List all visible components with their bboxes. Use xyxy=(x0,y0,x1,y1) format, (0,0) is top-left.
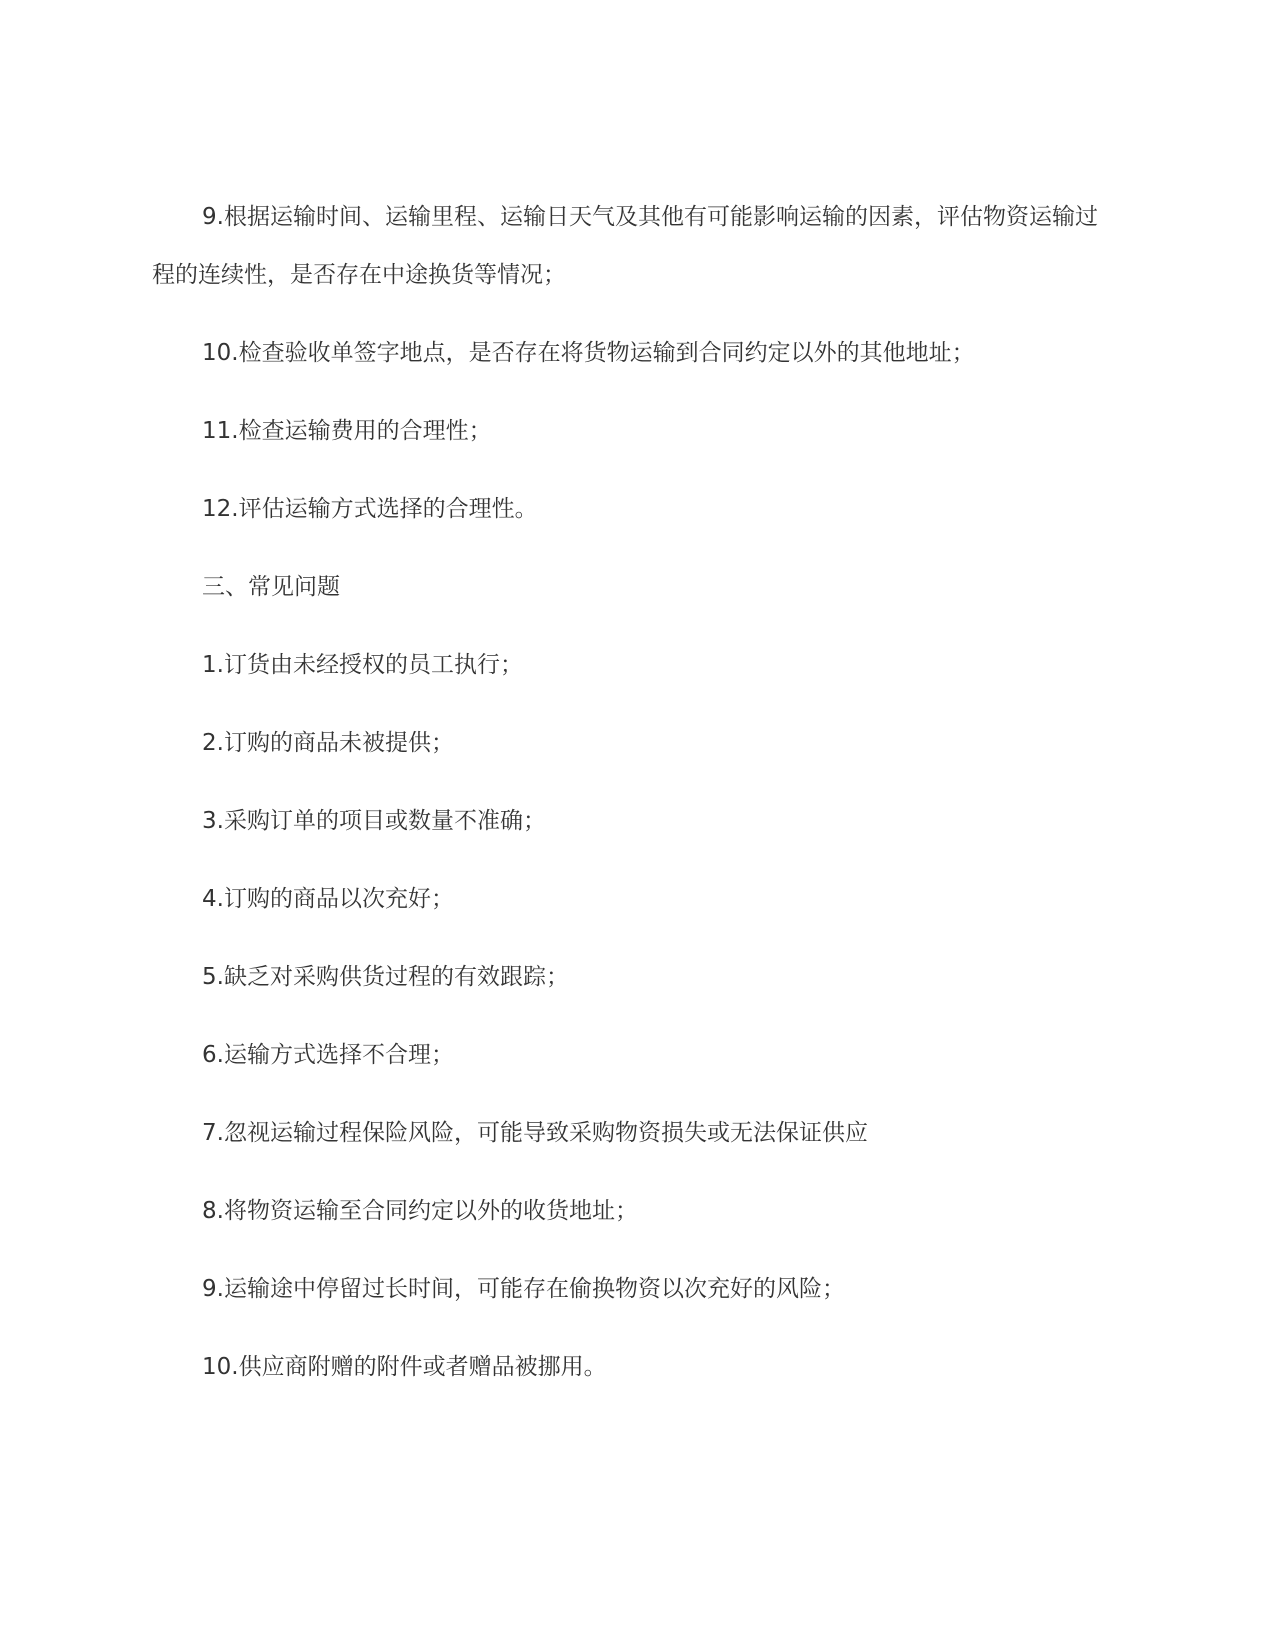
issue-item-1: 1.订货由未经授权的员工执行； xyxy=(202,652,523,678)
paragraph-check-signing-location: 10.检查验收单签字地点，是否存在将货物运输到合同约定以外的其他地址； xyxy=(202,340,975,366)
issue-item-3: 3.采购订单的项目或数量不准确； xyxy=(202,808,546,834)
document-body xyxy=(152,188,1102,1416)
issue-item-7: 7.忽视运输过程保险风险，可能导致采购物资损失或无法保证供应 xyxy=(202,1120,868,1146)
paragraph-check-transport-continuity: 9.根据运输时间、运输里程、运输日天气及其他有可能影响运输的因素，评估物资运输过程的连续性，是否存在中途换货等情况； xyxy=(152,204,1098,288)
issue-item-9: 9.运输途中停留过长时间，可能存在偷换物资以次充好的风险； xyxy=(202,1276,845,1302)
paragraph-check-transport-cost: 11.检查运输费用的合理性； xyxy=(202,418,492,444)
issue-item-4: 4.订购的商品以次充好； xyxy=(202,886,454,912)
section-heading-common-issues: 三、常见问题 xyxy=(202,574,340,600)
issue-item-5: 5.缺乏对采购供货过程的有效跟踪； xyxy=(202,964,569,990)
issue-item-8: 8.将物资运输至合同约定以外的收货地址； xyxy=(202,1198,638,1224)
issue-item-2: 2.订购的商品未被提供； xyxy=(202,730,454,756)
issue-item-10: 10.供应商附赠的附件或者赠品被挪用。 xyxy=(202,1354,607,1380)
paragraph-evaluate-transport-mode: 12.评估运输方式选择的合理性。 xyxy=(202,496,538,522)
issue-item-6: 6.运输方式选择不合理； xyxy=(202,1042,454,1068)
